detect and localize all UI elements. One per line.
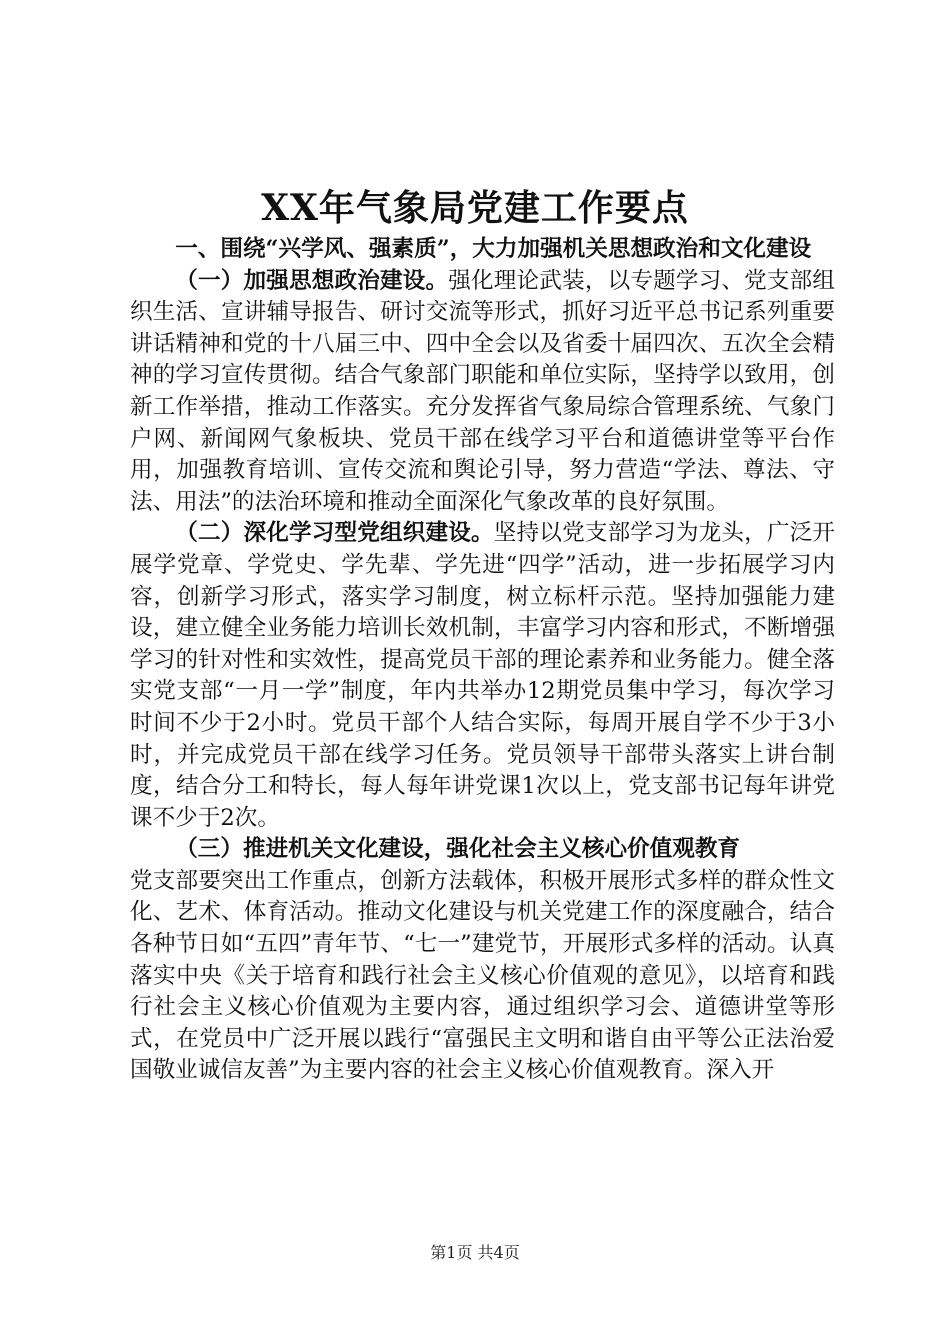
document-body — [130, 234, 835, 1087]
paragraph-text: 强化理论武装，以专题学习、党支部组织生活、宣讲辅导报告、研讨交流等形式，抓好习近平总书记系列重要讲话精神和党的十八届三中、四中全会以及省委十届四次、五次全会精神的学习宣传贯彻。结合气象部门职能和单位实际，坚持学以致用，创新工作举措，推动工作落实。充分发挥省气象局综合管理系统、气象门户网、新闻网气象板块、党员干部在线学习平台和道德讲堂等平台作用，加强教育培训、宣传交流和舆论引导，努力营造“学法、尊法、守法、用法”的法治环境和推动全面深化气象改革的良好氛围。 — [130, 267, 835, 515]
section-heading: 一、围绕“兴学风、强素质”，大力加强机关思想政治和文化建设 — [175, 236, 812, 262]
page-number-footer: 第1页 共4页 — [430, 1243, 520, 1262]
paragraph-text: 坚持以党支部学习为龙头，广泛开展学党章、学党史、学先辈、学先进“四学”活动，进一步拓展学习内容，创新学习形式，落实学习制度，树立标杆示范。坚持加强能力建设，建立健全业务能力培训长效机制，丰富学习内容和形式，不断增强学习的针对性和实效性，提高党员干部的理论素养和业务能力。健全落实党支部“一月一学”制度，年内共举办12期党员集中学习，每次学习时间不少于2小时。党员干部个人结合实际，每周开展自学不少于3小时，并完成党员干部在线学习任务。党员领导干部带头落实上讲台制度，结合分工和特长，每人每年讲党课1次以上，党支部书记每年讲党课不少于2次。 — [130, 520, 835, 831]
paragraph-lead: （三）推进机关文化建设，强化社会主义核心价值观教育 — [175, 836, 741, 863]
paragraph-thought-political — [130, 266, 835, 519]
paragraph-learning-organization — [130, 518, 835, 834]
paragraph-culture-values — [130, 834, 835, 1087]
paragraph-text: 党支部要突出工作重点，创新方法载体，积极开展形式多样的群众性文化、艺术、体育活动。推动文化建设与机关党建工作的深度融合，结合各种节日如“五四”青年节、“七一”建党节，开展形式多样的活动。认真落实中央《关于培育和践行社会主义核心价值观的意见》，以培育和践行社会主义核心价值观为主要内容，通过组织学习会、道德讲堂等形式，在党员中广泛开展以践行“富强民主文明和谐自由平等公正法治爱国敬业诚信友善”为主要内容的社会主义核心价值观教育。深入开 — [130, 867, 835, 1084]
paragraph-lead: （二）深化学习型党组织建设。 — [175, 520, 494, 547]
paragraph-lead: （一）加强思想政治建设。 — [175, 267, 449, 294]
document-title: XX年气象局党建工作要点 — [261, 187, 689, 229]
